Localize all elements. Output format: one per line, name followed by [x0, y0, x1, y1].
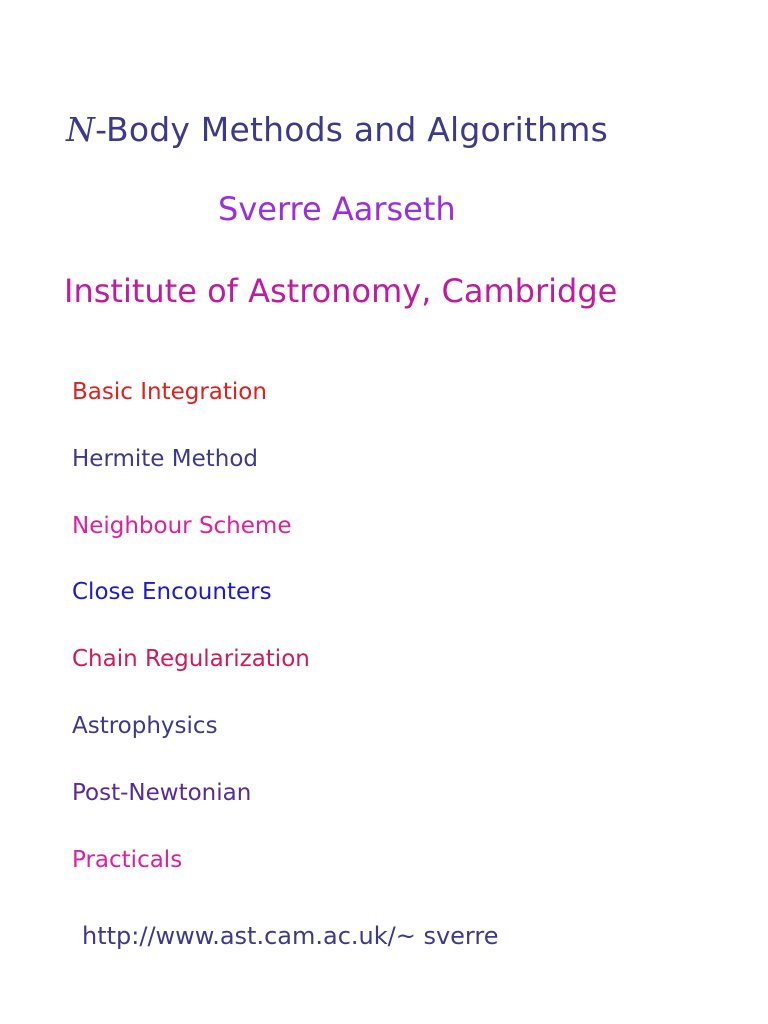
topic-hermite-method[interactable]: Hermite Method [72, 445, 259, 472]
author-name: Sverre Aarseth [218, 190, 456, 228]
topic-neighbour-scheme[interactable]: Neighbour Scheme [72, 512, 292, 539]
title-text: -Body Methods and Algorithms [95, 110, 609, 149]
topic-astrophysics[interactable]: Astrophysics [72, 712, 218, 739]
topic-chain-regularization[interactable]: Chain Regularization [72, 646, 310, 673]
title-symbol-n: N [66, 110, 96, 149]
topic-list [72, 376, 310, 910]
institute-name: Institute of Astronomy, Cambridge [64, 272, 618, 310]
topic-basic-integration[interactable]: Basic Integration [72, 379, 267, 405]
topic-close-encounters[interactable]: Close Encounters [72, 579, 272, 606]
homepage-link[interactable]: http://www.ast.cam.ac.uk/~ sverre [82, 922, 499, 950]
topic-post-newtonian[interactable]: Post-Newtonian [72, 779, 252, 806]
slide-title [66, 110, 608, 149]
topic-practicals[interactable]: Practicals [72, 846, 183, 873]
